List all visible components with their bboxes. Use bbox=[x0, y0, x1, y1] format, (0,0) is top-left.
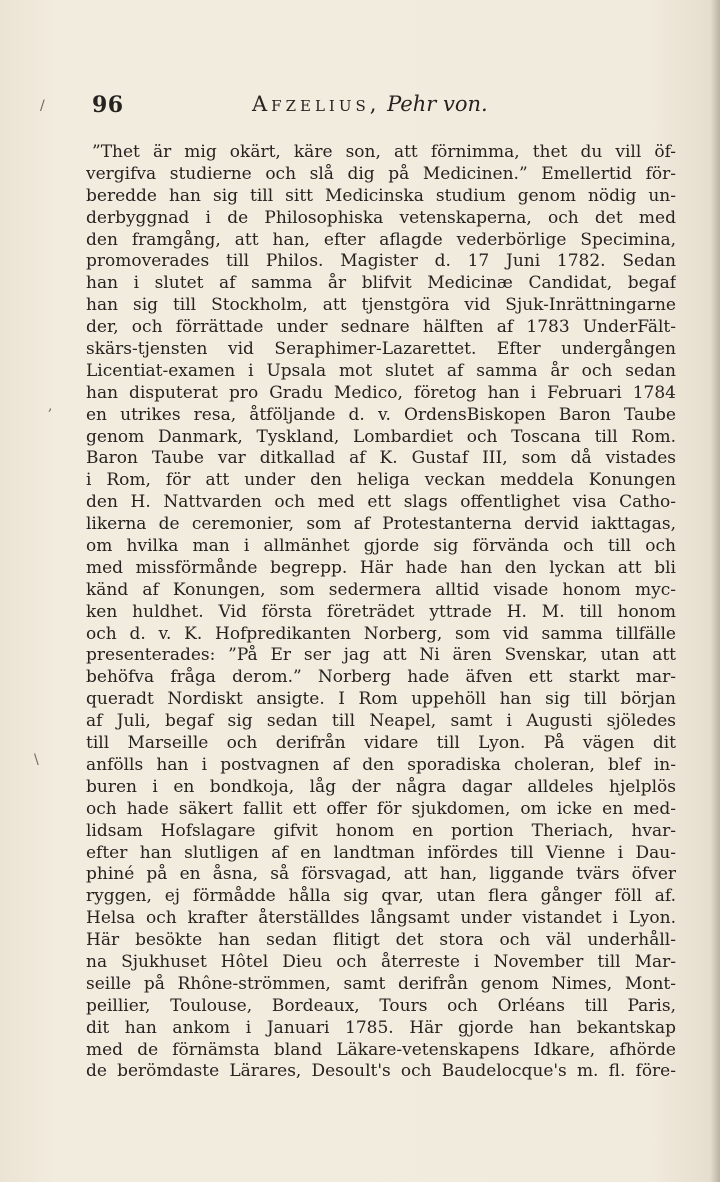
text-line: skärs-tjensten vid Seraphimer-Lazarettet. Efter undergången bbox=[86, 339, 676, 360]
text-line: en utrikes resa, åtföljande d. v. OrdensBiskopen Baron Taube bbox=[86, 404, 676, 425]
text-line: han i slutet af samma år blifvit Medicinæ Candidat, begaf bbox=[86, 273, 676, 294]
page-edge-shadow bbox=[710, 0, 720, 1182]
text-line: de berömdaste Lärares, Desoult's och Baudelocque's m. fl. före- bbox=[86, 1061, 676, 1082]
text-line: derbyggnad i de Philosophiska vetenskaperna, och det med bbox=[86, 207, 676, 228]
text-line: vergifva studierne och slå dig på Medicinen.” Emellertid för- bbox=[86, 163, 676, 184]
running-head-surname: Afzelius, bbox=[252, 92, 381, 116]
text-line: ken huldhet. Vid första företrädet yttrade H. M. till honom bbox=[86, 601, 676, 622]
text-line: Helsa och krafter återställdes långsamt under vistandet i Lyon. bbox=[86, 908, 676, 929]
text-line: ”Thet är mig okärt, käre son, att förnimma, thet du vill öf- bbox=[92, 142, 676, 162]
text-line: phiné på en åsna, så försvagad, att han, liggande tvärs öfver bbox=[86, 864, 676, 885]
text-line: han disputerat pro Gradu Medico, företog han i Februari 1784 bbox=[86, 382, 676, 403]
margin-pencil-mark: , bbox=[48, 398, 53, 414]
page-header bbox=[92, 92, 632, 120]
text-line: promoverades till Philos. Magister d. 17 Juni 1782. Sedan bbox=[86, 251, 676, 272]
text-line: presenterades: ”På Er ser jag att Ni ären Svenskar, utan att bbox=[86, 645, 676, 666]
text-line: behöfva fråga derom.” Norberg hade äfven ett starkt mar- bbox=[86, 667, 676, 688]
text-line: na Sjukhuset Hôtel Dieu och återreste i November till Mar- bbox=[86, 951, 676, 972]
text-line: seille på Rhône-strömmen, samt derifrån genom Nimes, Mont- bbox=[86, 973, 676, 994]
running-head bbox=[252, 92, 488, 116]
text-line: dit han ankom i Januari 1785. Här gjorde han bekantskap bbox=[86, 1017, 676, 1038]
text-line: likerna de ceremonier, som af Protestanterna dervid iakttagas, bbox=[86, 514, 676, 535]
text-line: ryggen, ej förmådde hålla sig qvar, utan flera gånger föll af. bbox=[86, 886, 676, 907]
text-line: Baron Taube var ditkallad af K. Gustaf III, som då vistades bbox=[86, 448, 676, 469]
running-head-forename: Pehr von. bbox=[387, 92, 488, 116]
text-line: med missförmånde begrepp. Här hade han den lyckan att bli bbox=[86, 557, 676, 578]
text-line: der, och förrättade under sednare hälften af 1783 UnderFält- bbox=[86, 317, 676, 338]
text-line: och d. v. K. Hofpredikanten Norberg, som vid samma tillfälle bbox=[86, 623, 676, 644]
margin-pencil-mark: / bbox=[40, 98, 45, 114]
text-line: Licentiat-examen i Upsala mot slutet af samma år och sedan bbox=[86, 360, 676, 381]
text-line: queradt Nordiskt ansigte. I Rom uppehöll han sig till början bbox=[86, 689, 676, 710]
text-line: den framgång, att han, efter aflagde vederbörlige Specimina, bbox=[86, 229, 676, 250]
page-number: 96 bbox=[92, 92, 124, 118]
text-line: han sig till Stockholm, att tjenstgöra vid Sjuk-Inrättningarne bbox=[86, 295, 676, 316]
text-line: med de förnämsta bland Läkare-vetenskapens Idkare, afhörde bbox=[86, 1039, 676, 1060]
text-line: till Marseille och derifrån vidare till Lyon. På vägen dit bbox=[86, 733, 676, 754]
body-text bbox=[86, 142, 676, 1083]
text-line: af Juli, begaf sig sedan till Neapel, samt i Augusti sjöledes bbox=[86, 711, 676, 732]
text-line: lidsam Hofslagare gifvit honom en portion Theriach, hvar- bbox=[86, 820, 676, 841]
text-line: känd af Konungen, som sedermera alltid visade honom myc- bbox=[86, 579, 676, 600]
text-line: anfölls han i postvagnen af den sporadiska choleran, blef in- bbox=[86, 754, 676, 775]
text-line: och hade säkert fallit ett offer för sjukdomen, om icke en med- bbox=[86, 798, 676, 819]
margin-pencil-mark: \ bbox=[34, 752, 39, 768]
text-line: i Rom, för att under den heliga veckan meddela Konungen bbox=[86, 470, 676, 491]
text-line: Här besökte han sedan flitigt det stora och väl underhåll- bbox=[86, 930, 676, 951]
text-line: den H. Nattvarden och med ett slags offentlighet visa Catho- bbox=[86, 492, 676, 513]
text-line: efter han slutligen af en landtman infördes till Vienne i Dau- bbox=[86, 842, 676, 863]
text-line: buren i en bondkoja, låg der några dagar alldeles hjelplös bbox=[86, 776, 676, 797]
text-line: peillier, Toulouse, Bordeaux, Tours och Orléans till Paris, bbox=[86, 995, 676, 1016]
text-line: beredde han sig till sitt Medicinska studium genom nödig un- bbox=[86, 185, 676, 206]
text-line: genom Danmark, Tyskland, Lombardiet och Toscana till Rom. bbox=[86, 426, 676, 447]
text-line: om hvilka man i allmänhet gjorde sig förvända och till och bbox=[86, 536, 676, 557]
